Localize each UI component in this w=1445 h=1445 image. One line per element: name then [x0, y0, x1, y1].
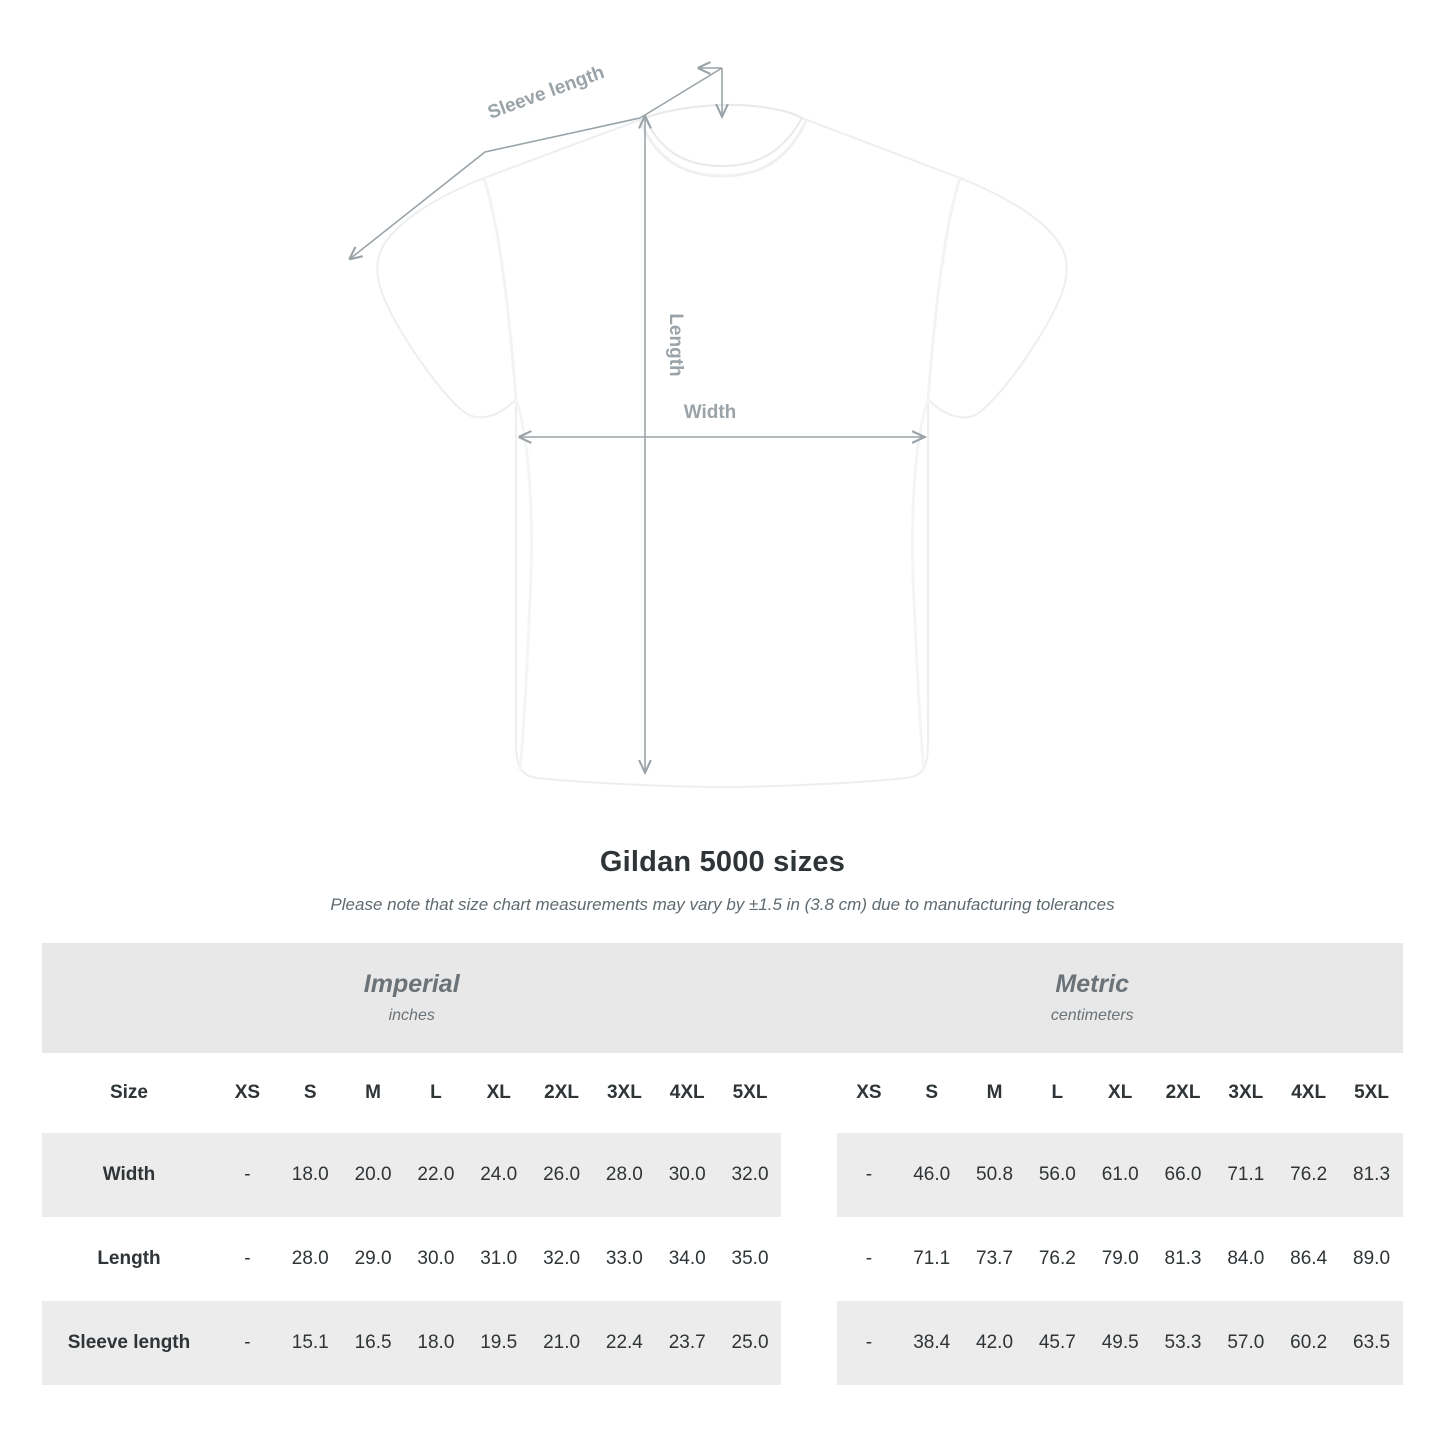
size-header-label: Size: [42, 1053, 216, 1133]
size-header-imperial-2XL: 2XL: [530, 1053, 593, 1133]
cell-length-imperial-XS: -: [216, 1217, 279, 1301]
cell-width-metric-3XL: 71.1: [1214, 1133, 1277, 1217]
column-gap: [781, 1217, 837, 1301]
title-block: [0, 846, 1445, 915]
size-table-wrapper: [42, 943, 1403, 1385]
cell-width-imperial-5XL: 32.0: [719, 1133, 782, 1217]
column-gap: [781, 1053, 837, 1133]
cell-sleeve-length-imperial-4XL: 23.7: [656, 1301, 719, 1385]
cell-length-imperial-5XL: 35.0: [719, 1217, 782, 1301]
column-gap: [781, 1301, 837, 1385]
size-header-imperial-M: M: [342, 1053, 405, 1133]
size-header-metric-5XL: 5XL: [1340, 1053, 1403, 1133]
chart-title: Gildan 5000 sizes: [599, 846, 846, 878]
width-label: Width: [683, 402, 737, 423]
row-label-width: Width: [42, 1133, 216, 1217]
size-header-metric-2XL: 2XL: [1152, 1053, 1215, 1133]
cell-length-metric-XS: -: [837, 1217, 900, 1301]
cell-length-imperial-2XL: 32.0: [530, 1217, 593, 1301]
cell-length-metric-XL: 79.0: [1089, 1217, 1152, 1301]
cell-width-metric-XL: 61.0: [1089, 1133, 1152, 1217]
sleeve-length-label: Sleeve length: [484, 62, 608, 124]
cell-sleeve-length-imperial-S: 15.1: [279, 1301, 342, 1385]
cell-sleeve-length-imperial-XS: -: [216, 1301, 279, 1385]
cell-width-imperial-L: 22.0: [404, 1133, 467, 1217]
tshirt-shape: [377, 105, 1066, 787]
size-header-metric-XL: XL: [1089, 1053, 1152, 1133]
table-row: [42, 1217, 1403, 1301]
cell-sleeve-length-metric-XL: 49.5: [1089, 1301, 1152, 1385]
size-header-row: [42, 1053, 1403, 1133]
cell-length-imperial-S: 28.0: [279, 1217, 342, 1301]
cell-sleeve-length-imperial-3XL: 22.4: [593, 1301, 656, 1385]
cell-length-imperial-3XL: 33.0: [593, 1217, 656, 1301]
size-header-imperial-5XL: 5XL: [719, 1053, 782, 1133]
size-header-imperial-3XL: 3XL: [593, 1053, 656, 1133]
cell-width-imperial-4XL: 30.0: [656, 1133, 719, 1217]
cell-length-metric-S: 71.1: [900, 1217, 963, 1301]
cell-sleeve-length-metric-M: 42.0: [963, 1301, 1026, 1385]
cell-length-metric-M: 73.7: [963, 1217, 1026, 1301]
column-gap: [781, 1133, 837, 1217]
cell-sleeve-length-metric-L: 45.7: [1026, 1301, 1089, 1385]
cell-sleeve-length-imperial-XL: 19.5: [467, 1301, 530, 1385]
cell-length-imperial-M: 29.0: [342, 1217, 405, 1301]
cell-width-metric-XS: -: [837, 1133, 900, 1217]
cell-length-metric-5XL: 89.0: [1340, 1217, 1403, 1301]
size-header-metric-3XL: 3XL: [1214, 1053, 1277, 1133]
cell-sleeve-length-metric-S: 38.4: [900, 1301, 963, 1385]
cell-length-imperial-4XL: 34.0: [656, 1217, 719, 1301]
cell-sleeve-length-imperial-2XL: 21.0: [530, 1301, 593, 1385]
cell-width-imperial-M: 20.0: [342, 1133, 405, 1217]
cell-width-metric-S: 46.0: [900, 1133, 963, 1217]
cell-sleeve-length-metric-4XL: 60.2: [1277, 1301, 1340, 1385]
cell-width-metric-2XL: 66.0: [1152, 1133, 1215, 1217]
cell-width-imperial-XS: -: [216, 1133, 279, 1217]
size-header-metric-4XL: 4XL: [1277, 1053, 1340, 1133]
cell-width-imperial-S: 18.0: [279, 1133, 342, 1217]
unit-header-row: [42, 943, 1403, 1053]
size-table: [42, 943, 1403, 1385]
size-header-imperial-XL: XL: [467, 1053, 530, 1133]
cell-width-imperial-3XL: 28.0: [593, 1133, 656, 1217]
row-label-sleeve-length: Sleeve length: [42, 1301, 216, 1385]
cell-length-imperial-XL: 31.0: [467, 1217, 530, 1301]
size-header-imperial-S: S: [279, 1053, 342, 1133]
size-header-imperial-L: L: [404, 1053, 467, 1133]
chart-note: Please note that size chart measurements may vary by ±1.5 in (3.8 cm) due to manufacturing tolerances: [330, 895, 1115, 914]
cell-width-metric-L: 56.0: [1026, 1133, 1089, 1217]
size-header-metric-M: M: [963, 1053, 1026, 1133]
cell-sleeve-length-metric-3XL: 57.0: [1214, 1301, 1277, 1385]
cell-width-imperial-2XL: 26.0: [530, 1133, 593, 1217]
cell-width-imperial-XL: 24.0: [467, 1133, 530, 1217]
table-row: [42, 1301, 1403, 1385]
size-header-imperial-4XL: 4XL: [656, 1053, 719, 1133]
cell-sleeve-length-metric-5XL: 63.5: [1340, 1301, 1403, 1385]
cell-length-imperial-L: 30.0: [404, 1217, 467, 1301]
cell-length-metric-2XL: 81.3: [1152, 1217, 1215, 1301]
cell-sleeve-length-imperial-M: 16.5: [342, 1301, 405, 1385]
cell-width-metric-4XL: 76.2: [1277, 1133, 1340, 1217]
cell-width-metric-5XL: 81.3: [1340, 1133, 1403, 1217]
cell-sleeve-length-metric-XS: -: [837, 1301, 900, 1385]
unit-header-metric: [781, 943, 1403, 1053]
unit-header-imperial: [42, 943, 781, 1053]
cell-sleeve-length-imperial-5XL: 25.0: [719, 1301, 782, 1385]
row-label-length: Length: [42, 1217, 216, 1301]
unit-name-metric: Metric: [1055, 970, 1130, 999]
cell-length-metric-3XL: 84.0: [1214, 1217, 1277, 1301]
unit-sub-imperial: inches: [388, 1006, 435, 1024]
size-header-metric-L: L: [1026, 1053, 1089, 1133]
size-header-metric-XS: XS: [837, 1053, 900, 1133]
cell-length-metric-4XL: 86.4: [1277, 1217, 1340, 1301]
unit-sub-metric: centimeters: [1050, 1006, 1134, 1024]
cell-width-metric-M: 50.8: [963, 1133, 1026, 1217]
cell-sleeve-length-imperial-L: 18.0: [404, 1301, 467, 1385]
size-header-imperial-XS: XS: [216, 1053, 279, 1133]
size-header-metric-S: S: [900, 1053, 963, 1133]
unit-name-imperial: Imperial: [363, 970, 460, 999]
cell-sleeve-length-metric-2XL: 53.3: [1152, 1301, 1215, 1385]
length-label: Length: [665, 313, 686, 377]
table-row: [42, 1133, 1403, 1217]
cell-length-metric-L: 76.2: [1026, 1217, 1089, 1301]
